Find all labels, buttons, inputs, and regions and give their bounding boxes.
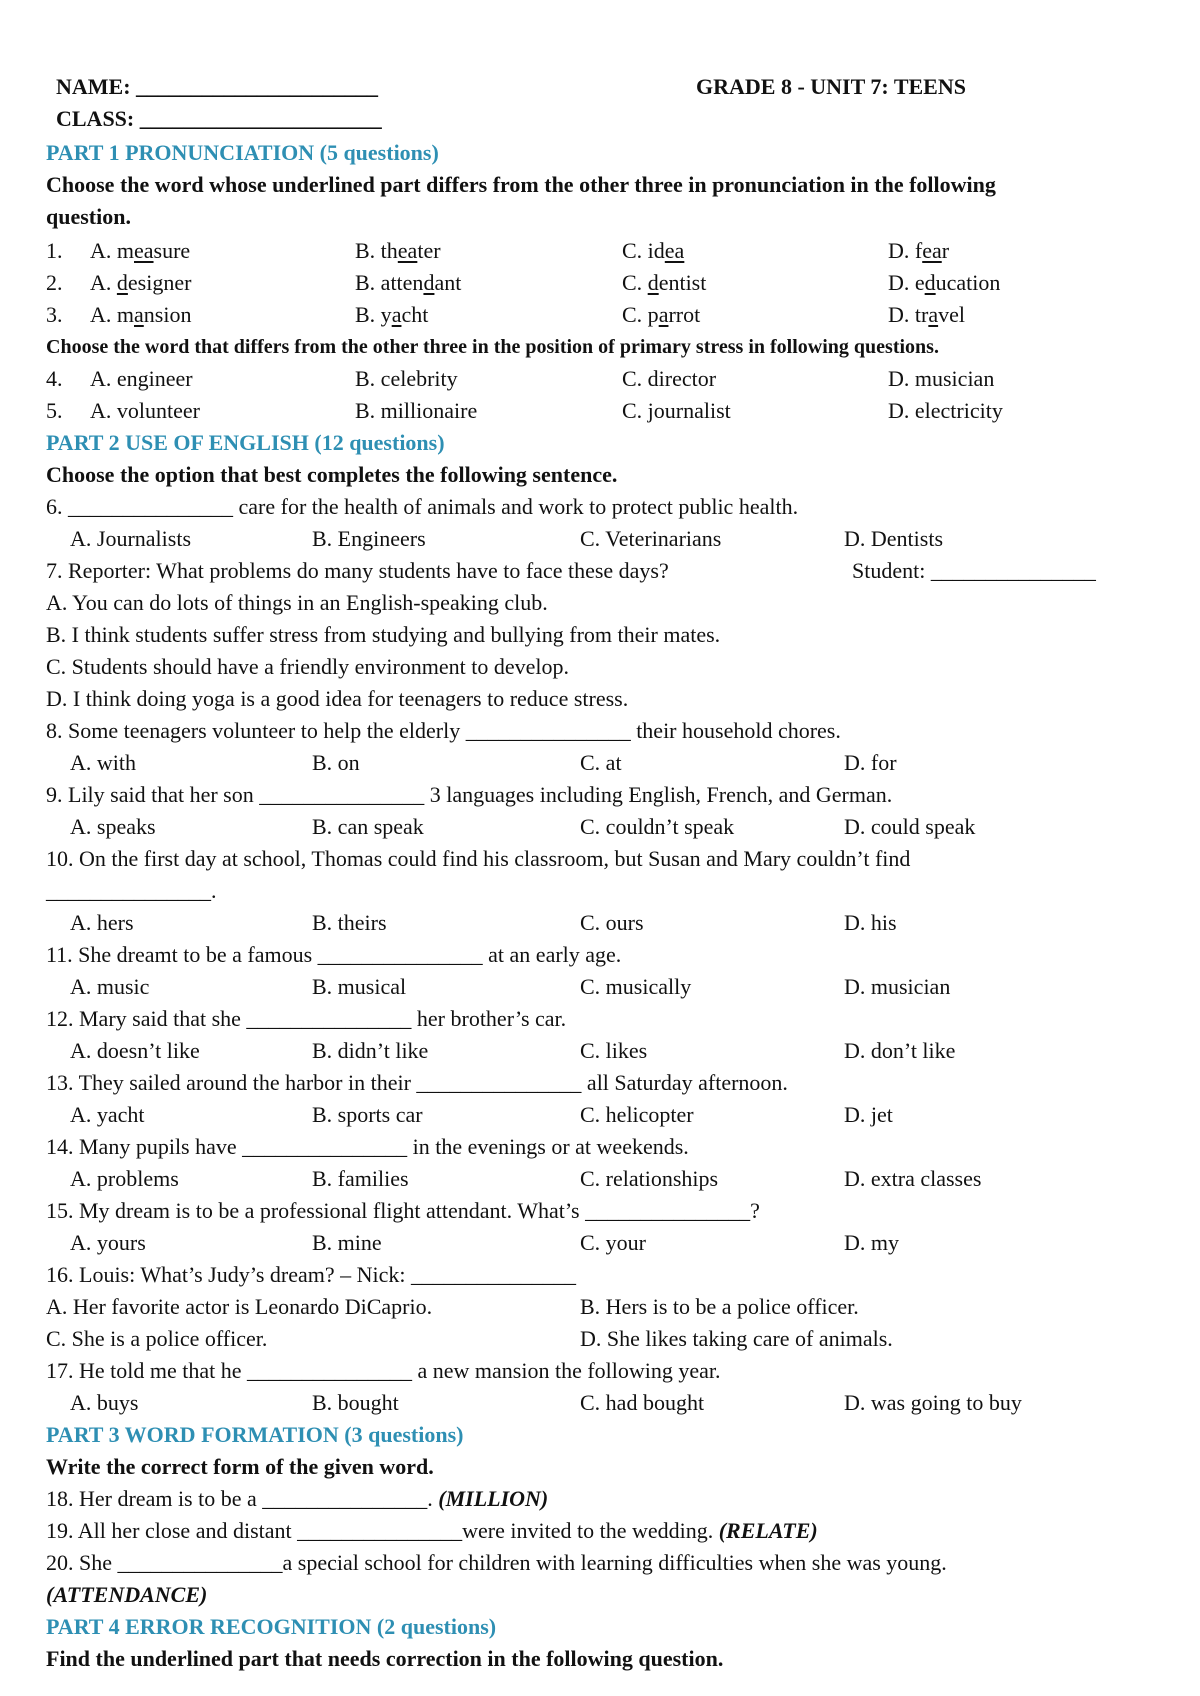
question-text: 13. They sailed around the harbor in their _______________ all Saturday afternoon. (46, 1070, 788, 1095)
option-a: A. volunteer (90, 398, 200, 423)
option-c: C. She is a police officer. (46, 1326, 268, 1351)
option-d: D. don’t like (844, 1038, 956, 1063)
part1-instruction-stress: Choose the word that differs from the other three in the position of primary stress in following questions. (46, 336, 939, 358)
part4-instruction: Find the underlined part that needs correction in the following question. (46, 1646, 724, 1671)
option-a: A. yours (70, 1230, 146, 1255)
option-a: A. Journalists (70, 526, 191, 551)
part1-instruction-line1: Choose the word whose underlined part differs from the other three in pronunciation in the following (46, 172, 996, 197)
option-b: B. theater (355, 238, 441, 263)
option-d: D. musician (888, 366, 995, 391)
option-b: B. attendant (355, 270, 462, 295)
option-b: B. Engineers (312, 526, 426, 551)
part1-instruction-line2: question. (46, 204, 131, 229)
question-text: 14. Many pupils have _______________ in the evenings or at weekends. (46, 1134, 689, 1159)
question-text: 19. All her close and distant _______________were invited to the wedding. (RELATE) (46, 1518, 818, 1543)
option-c: C. relationships (580, 1166, 719, 1191)
question-text: 6. _______________ care for the health of animals and work to protect public health. (46, 494, 799, 519)
option-b: B. celebrity (355, 366, 458, 391)
option-c: C. Students should have a friendly environment to develop. (46, 654, 570, 679)
option-a: A. music (70, 974, 150, 999)
option-a: A. You can do lots of things in an English-speaking club. (46, 590, 548, 615)
option-c: C. dentist (622, 270, 707, 295)
option-d: D. extra classes (844, 1166, 982, 1191)
student-answer-blank: Student: _______________ (852, 558, 1096, 583)
option-c: C. couldn’t speak (580, 814, 735, 839)
question-number: 2. (46, 270, 63, 295)
question-text: 18. Her dream is to be a _______________. (MILLION) (46, 1486, 549, 1511)
option-c: C. musically (580, 974, 692, 999)
option-a: A. with (70, 750, 136, 775)
given-word: (MILLION) (438, 1486, 549, 1511)
option-a: A. buys (70, 1390, 139, 1415)
option-b: B. on (312, 750, 360, 775)
option-d: D. for (844, 750, 897, 775)
option-a: A. designer (90, 270, 192, 295)
option-c: C. helicopter (580, 1102, 694, 1127)
option-b: B. I think students suffer stress from studying and bullying from their mates. (46, 622, 721, 647)
option-c: C. director (622, 366, 717, 391)
option-b: B. theirs (312, 910, 387, 935)
question-text: 10. On the first day at school, Thomas could find his classroom, but Susan and Mary couldn’t find (46, 846, 911, 871)
option-d: D. jet (844, 1102, 893, 1127)
option-d: D. musician (844, 974, 951, 999)
part3-title: PART 3 WORD FORMATION (3 questions) (46, 1422, 464, 1447)
option-d: D. She likes taking care of animals. (580, 1326, 893, 1351)
option-d: D. fear (888, 238, 950, 263)
question-text: 11. She dreamt to be a famous _______________ at an early age. (46, 942, 622, 967)
option-a: A. measure (90, 238, 191, 263)
question-number: 1. (46, 238, 63, 263)
option-b: B. bought (312, 1390, 399, 1415)
option-b: B. sports car (312, 1102, 423, 1127)
option-d: D. travel (888, 302, 965, 327)
option-c: C. idea (622, 238, 685, 263)
option-a: A. doesn’t like (70, 1038, 200, 1063)
question-text: 9. Lily said that her son _______________ 3 languages including English, French, and German. (46, 782, 893, 807)
option-b: B. millionaire (355, 398, 478, 423)
option-d: D. I think doing yoga is a good idea for teenagers to reduce stress. (46, 686, 629, 711)
option-b: B. can speak (312, 814, 424, 839)
option-a: A. engineer (90, 366, 193, 391)
part3-instruction: Write the correct form of the given word. (46, 1454, 434, 1479)
worksheet-title: GRADE 8 - UNIT 7: TEENS (696, 74, 966, 99)
question-number: 3. (46, 302, 63, 327)
name-field-label: NAME: ______________________ (56, 74, 379, 99)
option-a: A. yacht (70, 1102, 145, 1127)
question-text: 17. He told me that he _______________ a new mansion the following year. (46, 1358, 721, 1383)
question-text: 7. Reporter: What problems do many students have to face these days? (46, 558, 669, 583)
option-a: A. problems (70, 1166, 179, 1191)
question-text: 12. Mary said that she _______________ her brother’s car. (46, 1006, 567, 1031)
option-a: A. Her favorite actor is Leonardo DiCaprio. (46, 1294, 433, 1319)
option-b: B. families (312, 1166, 409, 1191)
option-c: C. Veterinarians (580, 526, 722, 551)
question-number: 5. (46, 398, 63, 423)
question-text-continued: _______________. (46, 878, 217, 903)
given-word: (ATTENDANCE) (46, 1582, 208, 1607)
part4-title: PART 4 ERROR RECOGNITION (2 questions) (46, 1614, 497, 1639)
option-a: A. mansion (90, 302, 192, 327)
option-c: C. parrot (622, 302, 701, 327)
option-d: D. electricity (888, 398, 1003, 423)
option-d: D. was going to buy (844, 1390, 1022, 1415)
question-text: 20. She _______________a special school for children with learning difficulties when she was young. (46, 1550, 947, 1575)
question-number: 4. (46, 366, 63, 391)
option-d: D. his (844, 910, 897, 935)
option-b: B. yacht (355, 302, 429, 327)
option-c: C. likes (580, 1038, 648, 1063)
class-field-label: CLASS: ______________________ (56, 106, 382, 131)
question-text: 8. Some teenagers volunteer to help the elderly _______________ their household chores. (46, 718, 841, 743)
option-d: D. my (844, 1230, 899, 1255)
option-c: C. had bought (580, 1390, 705, 1415)
option-b: B. mine (312, 1230, 382, 1255)
option-b: B. musical (312, 974, 407, 999)
part1-title: PART 1 PRONUNCIATION (5 questions) (46, 140, 439, 165)
part2-title: PART 2 USE OF ENGLISH (12 questions) (46, 430, 445, 455)
option-c: C. ours (580, 910, 644, 935)
option-d: D. education (888, 270, 1001, 295)
option-c: C. your (580, 1230, 646, 1255)
option-c: C. journalist (622, 398, 731, 423)
part2-instruction: Choose the option that best completes the following sentence. (46, 462, 618, 487)
given-word: (RELATE) (718, 1518, 818, 1543)
option-d: D. could speak (844, 814, 976, 839)
option-a: A. hers (70, 910, 134, 935)
option-b: B. Hers is to be a police officer. (580, 1294, 859, 1319)
option-c: C. at (580, 750, 622, 775)
question-text: 15. My dream is to be a professional flight attendant. What’s _______________? (46, 1198, 760, 1223)
option-a: A. speaks (70, 814, 156, 839)
option-b: B. didn’t like (312, 1038, 429, 1063)
option-d: D. Dentists (844, 526, 943, 551)
question-text: 16. Louis: What’s Judy’s dream? – Nick: _______________ (46, 1262, 576, 1287)
